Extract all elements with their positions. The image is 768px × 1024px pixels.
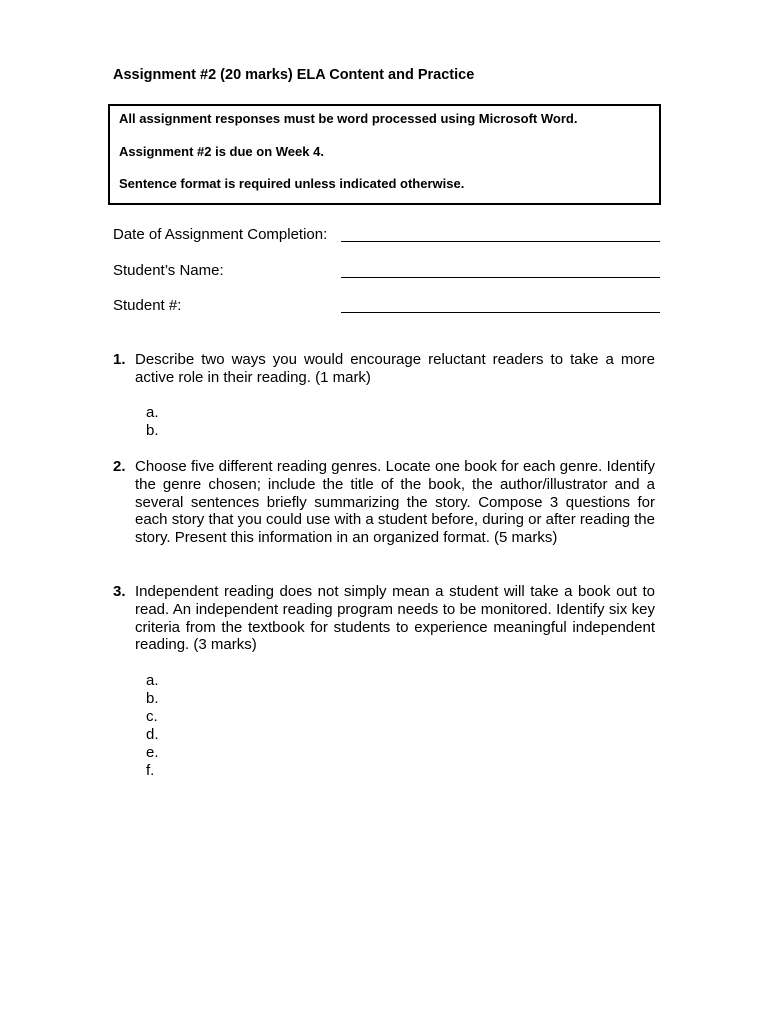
answer-item: d. bbox=[146, 726, 159, 743]
question-1-number: 1. bbox=[113, 351, 126, 368]
notice-box bbox=[108, 104, 661, 205]
answer-item: c. bbox=[146, 708, 158, 725]
question-2 bbox=[113, 458, 655, 547]
student-name-line[interactable] bbox=[341, 277, 660, 278]
answer-item: a. bbox=[146, 404, 159, 421]
answer-item: b. bbox=[146, 422, 159, 439]
completion-date-field bbox=[113, 226, 660, 246]
student-number-field bbox=[113, 297, 660, 317]
question-3 bbox=[113, 583, 655, 654]
question-3-text: Independent reading does not simply mean a student will take a book out to read. An independent reading program needs to be monitored. Identify six key criteria from the textbook for students to experience meaningful independent reading. (3 marks) bbox=[135, 583, 655, 654]
question-1-answers bbox=[146, 404, 159, 440]
completion-date-line[interactable] bbox=[341, 241, 660, 242]
student-number-label: Student #: bbox=[113, 297, 182, 314]
question-3-number: 3. bbox=[113, 583, 126, 600]
question-1 bbox=[113, 351, 655, 387]
student-name-field bbox=[113, 262, 660, 282]
notice-due-date: Assignment #2 is due on Week 4. bbox=[119, 144, 324, 159]
answer-item: e. bbox=[146, 744, 159, 761]
student-number-line[interactable] bbox=[341, 312, 660, 313]
question-1-text: Describe two ways you would encourage reluctant readers to take a more active role in their reading. (1 mark) bbox=[135, 351, 655, 386]
question-2-text: Choose five different reading genres. Locate one book for each genre. Identify the genre chosen; include the title of the book, the author/illustrator and a several sentences briefly summarizing the story. Compose 3 questions for each story that you could use with a student before, during or after reading the story. Present this information in an organized format. (5 marks) bbox=[135, 458, 655, 547]
document-title: Assignment #2 (20 marks) ELA Content and Practice bbox=[113, 67, 475, 83]
answer-item: b. bbox=[146, 690, 159, 707]
notice-word-processed: All assignment responses must be word processed using Microsoft Word. bbox=[119, 111, 578, 126]
question-3-answers bbox=[146, 672, 159, 780]
answer-item: a. bbox=[146, 672, 159, 689]
answer-item: f. bbox=[146, 762, 155, 779]
notice-sentence-format: Sentence format is required unless indicated otherwise. bbox=[119, 176, 465, 191]
student-name-label: Student’s Name: bbox=[113, 262, 224, 279]
question-2-number: 2. bbox=[113, 458, 126, 475]
completion-date-label: Date of Assignment Completion: bbox=[113, 226, 328, 243]
